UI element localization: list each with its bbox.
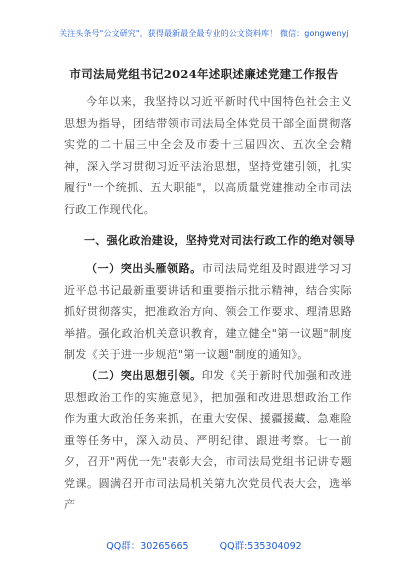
paragraph-ideology xyxy=(64,365,352,516)
paragraph-leadership-lead: （一）突出头雁领路。 xyxy=(86,262,202,275)
paragraph-leadership-text: 市司法局党组及时跟进学习习近平总书记最新重要讲话和重要指示批示精神，结合实际抓好贯彻落实，把准政治方向、领会工作要求、理清思路举措。强化政治机关意识教育，建立健全"第一议题"制度制发《关于进一步规范"第一议题"制度的通知》。 xyxy=(64,262,353,361)
paragraph-leadership xyxy=(64,258,352,366)
promo-banner: 关注头条号"公文研究"，获得最新最全最专业的公文资料库！ 微信：gongwenyj xyxy=(59,29,349,38)
qq-group-2: QQ群:535304092 xyxy=(219,541,302,552)
paragraph-ideology-lead: （二）突出思想引领。 xyxy=(86,369,202,382)
document-title: 市司法局党组书记2024年述职述廉述党建工作报告 xyxy=(69,67,339,81)
intro-paragraph: 今年以来，我坚持以习近平新时代中国特色社会主义思想为指导，团结带领市司法局全体党员干部全面贯彻落实党的二十届三中全会及市委十三届四次、五次全会精神，深入学习贯彻习近平法治思想，坚持党建引领，扎实履行"一个统抓、五大职能"，以高质量党建推动全市司法行政工作现代化。 xyxy=(64,95,352,216)
section-heading-1: 一、强化政治建设，坚持党对司法行政工作的绝对领导 xyxy=(84,234,356,247)
paragraph-ideology-text: 印发《关于新时代加强和改进思想政治工作的实施意见》，把加强和改进思想政治工作作为重大政治任务来抓，在重大安保、援疆援藏、急难险重等任务中，深入动员、严明纪律、跟进考察。七一前夕，召开"两优一先"表彰大会，市司法局党组书记讲专题党课。圆满召开市司法局机关第九次党员代表大会，选举产 xyxy=(64,369,353,511)
footer-qq-groups xyxy=(0,538,408,552)
qq-group-1: QQ群：30265665 xyxy=(106,541,189,552)
